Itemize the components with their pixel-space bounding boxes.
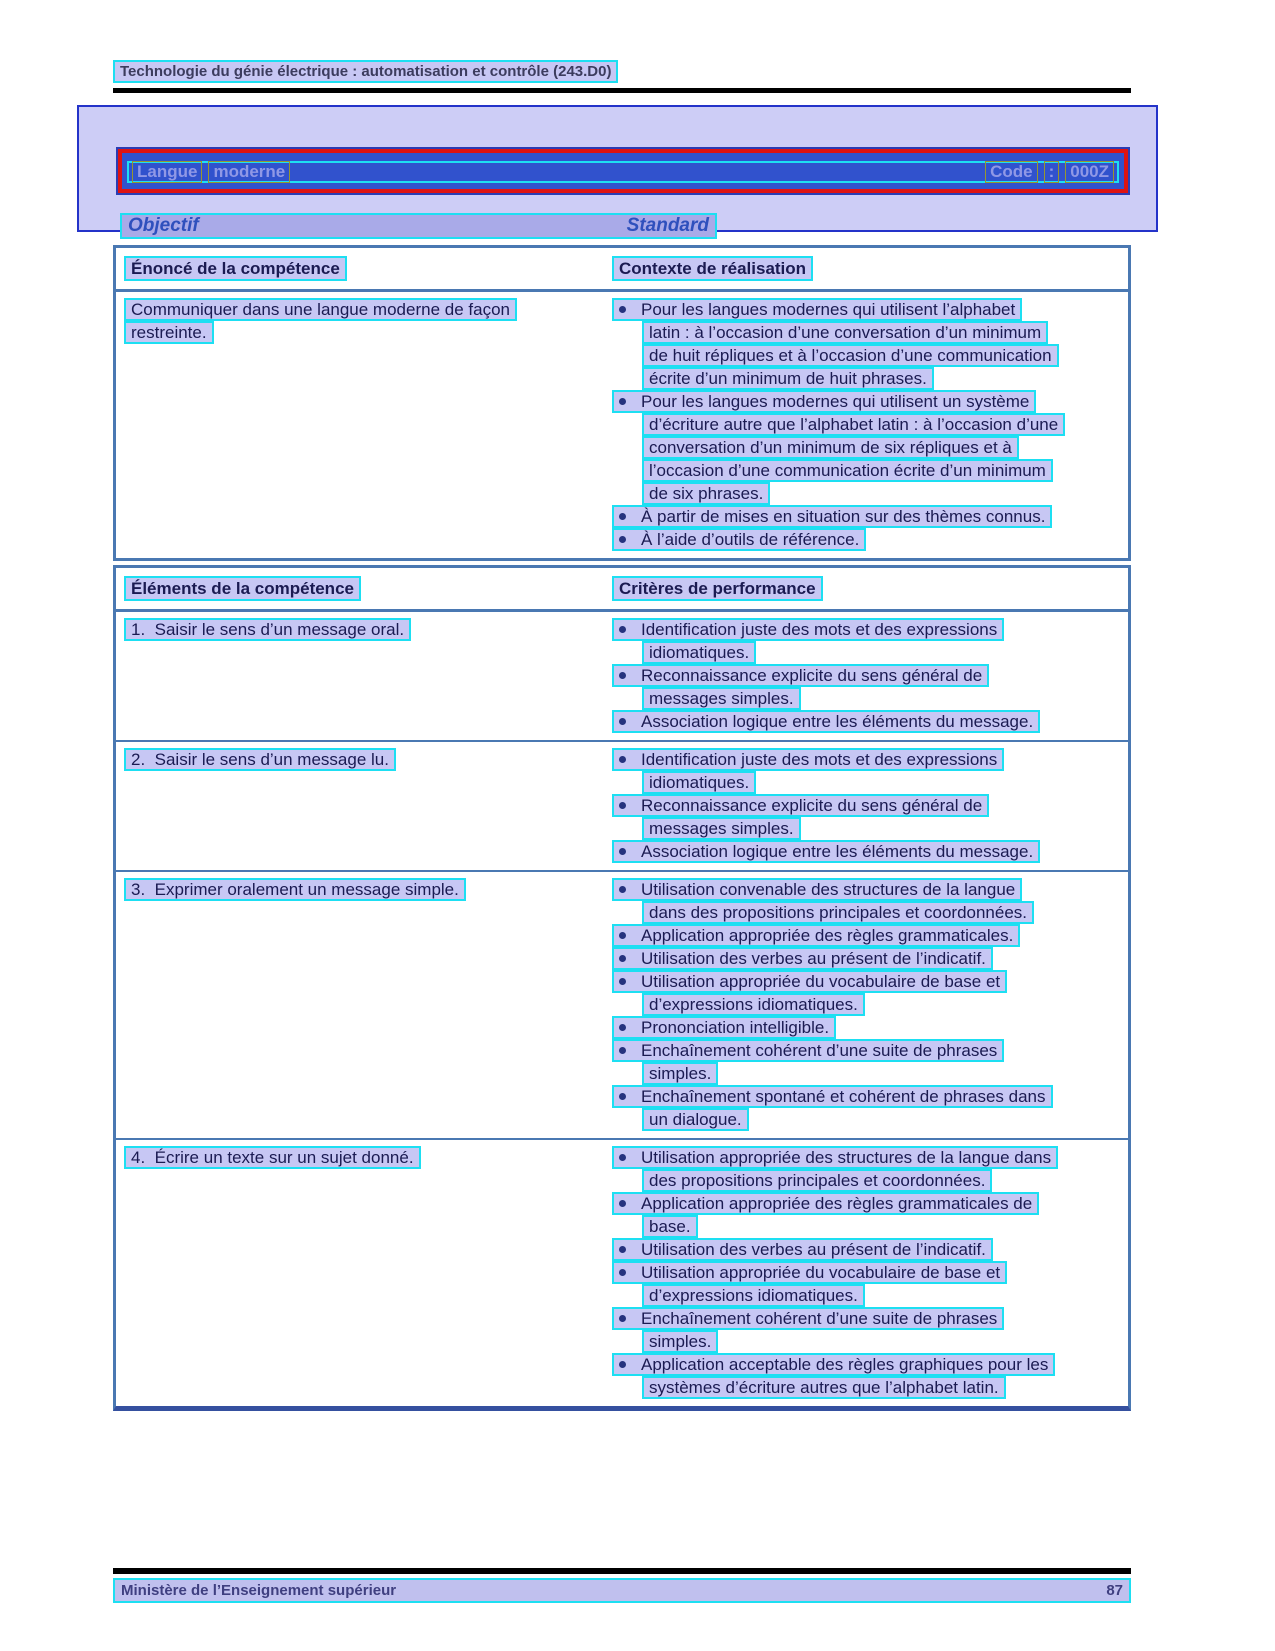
text-line-highlight (612, 528, 866, 551)
text-line-highlight: 4. Écrire un texte sur un sujet donné. (124, 1146, 421, 1169)
bullet-text: Application appropriée des règles grammaticales. (641, 926, 1014, 945)
table-row (116, 740, 1128, 870)
bullet-icon (619, 672, 626, 679)
bullet-icon (619, 626, 626, 633)
right-cell (612, 618, 1120, 733)
bullet-text: À l’aide d’outils de référence. (641, 530, 860, 549)
left-cell (124, 748, 612, 863)
ocr-word-box: Code (985, 161, 1038, 183)
text-line-highlight: messages simples. (642, 687, 801, 710)
text-line-highlight (612, 1085, 1053, 1108)
text-line-highlight: messages simples. (642, 817, 801, 840)
bullet-icon (619, 932, 626, 939)
column-header: Contexte de réalisation (612, 256, 813, 281)
text-line-highlight (612, 947, 993, 970)
text-line-highlight (612, 878, 1022, 901)
bullet-text: Utilisation des verbes au présent de l’indicatif. (641, 1240, 986, 1259)
bullet-text: Association logique entre les éléments du message. (641, 712, 1034, 731)
banner-text-line (127, 161, 1119, 183)
right-cell (612, 878, 1120, 1131)
text-line-highlight: conversation d’un minimum de six répliques et à (642, 436, 1019, 459)
text-line-highlight: latin : à l’occasion d’une conversation d’un minimum (642, 321, 1048, 344)
right-cell (612, 1146, 1120, 1399)
text-line-highlight: des propositions principales et coordonnées. (642, 1169, 992, 1192)
text-line-highlight (612, 664, 989, 687)
text-line-highlight (612, 298, 1022, 321)
text-line-highlight (612, 924, 1020, 947)
bullet-icon (619, 513, 626, 520)
text-line-highlight: systèmes d’écriture autres que l’alphabet latin. (642, 1376, 1006, 1399)
bullet-icon (619, 398, 626, 405)
bullet-icon (619, 306, 626, 313)
elements-criteria-table (113, 565, 1131, 1411)
bullet-text: Reconnaissance explicite du sens général de (641, 666, 983, 685)
left-cell (124, 1146, 612, 1399)
text-line-highlight (612, 1307, 1004, 1330)
page-number: 87 (1106, 1582, 1123, 1599)
text-line-highlight (612, 710, 1040, 733)
text-line-highlight: 3. Exprimer oralement un message simple. (124, 878, 466, 901)
text-line-highlight (612, 1039, 1004, 1062)
text-line-highlight: restreinte. (124, 321, 214, 344)
bullet-text: Enchaînement spontané et cohérent de phrases dans (641, 1087, 1046, 1106)
competence-context-table (113, 245, 1131, 561)
text-line-highlight (612, 1192, 1039, 1215)
bullet-icon (619, 848, 626, 855)
left-cell (124, 618, 612, 733)
bullet-icon (619, 1269, 626, 1276)
bullet-icon (619, 718, 626, 725)
bullet-text: Enchaînement cohérent d’une suite de phrases (641, 1309, 998, 1328)
objectif-standard-row (120, 213, 717, 239)
text-line-highlight (612, 1353, 1055, 1376)
table-header-row (116, 568, 1128, 612)
bullet-icon (619, 1154, 626, 1161)
bullet-icon (619, 1246, 626, 1253)
right-cell (612, 748, 1120, 863)
text-line-highlight (612, 970, 1007, 993)
ocr-word-box: : (1044, 161, 1060, 183)
standard-label: Standard (626, 215, 709, 236)
text-line-highlight: dans des propositions principales et coordonnées. (642, 901, 1034, 924)
bullet-icon (619, 1024, 626, 1031)
text-line-highlight: simples. (642, 1330, 718, 1353)
bullet-text: Utilisation appropriée du vocabulaire de base et (641, 972, 1001, 991)
text-line-highlight (612, 505, 1052, 528)
left-cell (124, 298, 612, 551)
text-line-highlight: d’expressions idiomatiques. (642, 993, 865, 1016)
table-row (116, 870, 1128, 1138)
bullet-icon (619, 1315, 626, 1322)
text-line-highlight: écrite d’un minimum de huit phrases. (642, 367, 934, 390)
text-line-highlight (612, 840, 1040, 863)
footer-ministry-label: Ministère de l’Enseignement supérieur (121, 1582, 397, 1599)
bullet-text: Enchaînement cohérent d’une suite de phrases (641, 1041, 998, 1060)
table-body (116, 612, 1128, 1406)
bullet-text: Application appropriée des règles grammaticales de (641, 1194, 1033, 1213)
text-line-highlight (612, 1016, 836, 1039)
table-row (116, 1138, 1128, 1406)
text-line-highlight: 1. Saisir le sens d’un message oral. (124, 618, 411, 641)
bullet-text: Identification juste des mots et des expressions (641, 620, 998, 639)
text-line-highlight (612, 1146, 1058, 1169)
banner-title-words (132, 161, 290, 183)
text-line-highlight: de six phrases. (642, 482, 770, 505)
text-line-highlight: d’expressions idiomatiques. (642, 1284, 865, 1307)
text-line-highlight: un dialogue. (642, 1108, 749, 1131)
header-rule (113, 88, 1131, 93)
bullet-text: Pour les langues modernes qui utilisent l’alphabet (641, 300, 1016, 319)
bullet-icon (619, 1047, 626, 1054)
table-body (116, 292, 1128, 558)
bullet-text: À partir de mises en situation sur des thèmes connus. (641, 507, 1046, 526)
text-line-highlight: idiomatiques. (642, 641, 756, 664)
bullet-text: Utilisation appropriée du vocabulaire de base et (641, 1263, 1001, 1282)
bullet-icon (619, 1361, 626, 1368)
text-line-highlight (612, 618, 1004, 641)
text-line-highlight (612, 1238, 993, 1261)
page-footer (113, 1578, 1131, 1603)
bullet-icon (619, 536, 626, 543)
bullet-text: Identification juste des mots et des expressions (641, 750, 998, 769)
bullet-text: Pour les langues modernes qui utilisent un système (641, 392, 1030, 411)
bullet-text: Utilisation appropriée des structures de la langue dans (641, 1148, 1052, 1167)
bullet-text: Utilisation convenable des structures de la langue (641, 880, 1016, 899)
column-header: Énoncé de la compétence (124, 256, 347, 281)
table-row (116, 292, 1128, 558)
running-header-text: Technologie du génie électrique : automatisation et contrôle (243.D0) (113, 60, 618, 83)
text-line-highlight: l’occasion d’une communication écrite d’un minimum (642, 459, 1053, 482)
ocr-word-box: Langue (132, 161, 202, 183)
text-line-highlight (612, 794, 989, 817)
bullet-text: Association logique entre les éléments du message. (641, 842, 1034, 861)
table-header-row (116, 248, 1128, 292)
bullet-icon (619, 1200, 626, 1207)
text-line-highlight (612, 390, 1036, 413)
right-cell (612, 298, 1120, 551)
objective-panel (77, 105, 1158, 236)
objectif-label: Objectif (128, 215, 199, 236)
text-line-highlight (612, 1261, 1007, 1284)
table-row (116, 612, 1128, 740)
text-line-highlight: base. (642, 1215, 698, 1238)
bullet-icon (619, 756, 626, 763)
ocr-word-box: moderne (208, 161, 290, 183)
text-line-highlight: de huit répliques et à l’occasion d’une communication (642, 344, 1059, 367)
text-line-highlight: 2. Saisir le sens d’un message lu. (124, 748, 396, 771)
running-header (113, 60, 1131, 83)
text-line-highlight: idiomatiques. (642, 771, 756, 794)
text-line-highlight: d’écriture autre que l’alphabet latin : à l’occasion d’une (642, 413, 1065, 436)
bullet-icon (619, 1093, 626, 1100)
footer-rule (113, 1568, 1131, 1574)
ocr-word-box: 000Z (1065, 161, 1114, 183)
left-cell (124, 878, 612, 1131)
bullet-text: Utilisation des verbes au présent de l’indicatif. (641, 949, 986, 968)
bullet-text: Reconnaissance explicite du sens général de (641, 796, 983, 815)
bullet-icon (619, 978, 626, 985)
text-line-highlight: Communiquer dans une langue moderne de façon (124, 298, 517, 321)
bullet-text: Application acceptable des règles graphiques pour les (641, 1355, 1049, 1374)
title-banner (118, 149, 1128, 193)
column-header: Éléments de la compétence (124, 576, 361, 601)
bullet-icon (619, 802, 626, 809)
banner-code-words (985, 161, 1114, 183)
bullet-text: Prononciation intelligible. (641, 1018, 830, 1037)
column-header: Critères de performance (612, 576, 823, 601)
bullet-icon (619, 886, 626, 893)
text-line-highlight: simples. (642, 1062, 718, 1085)
bullet-icon (619, 955, 626, 962)
text-line-highlight (612, 748, 1004, 771)
